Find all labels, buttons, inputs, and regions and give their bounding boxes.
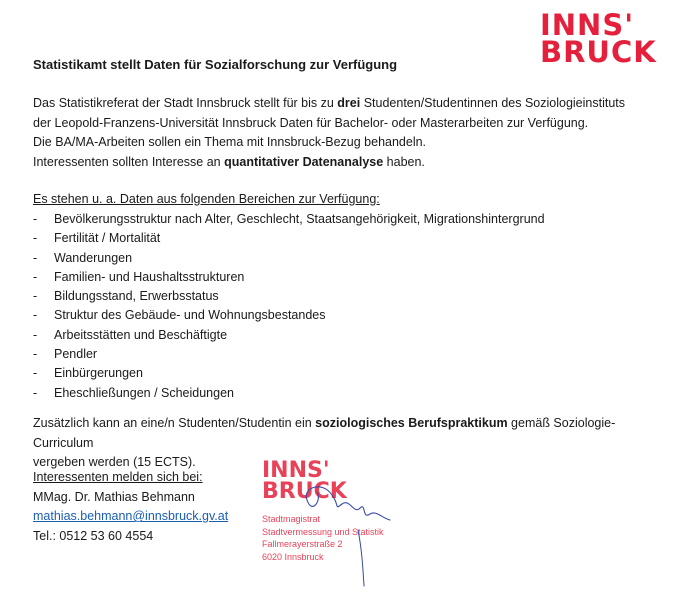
intro-text: haben. [383, 154, 425, 169]
intro-line-3: Die BA/MA-Arbeiten sollen ein Thema mit Innsbruck-Bezug behandeln. [33, 135, 427, 150]
intro-line-2: der Leopold-Franzens-Universität Innsbruck Daten für Bachelor- oder Masterarbeiten zur Verfügung. [33, 115, 589, 130]
internship-text: gemäß Soziologie-Curriculum [33, 416, 616, 450]
intro-text: Interessenten sollten Interesse an [33, 154, 225, 169]
innsbruck-logo [540, 8, 657, 69]
internship-text: Zusätzlich kann an eine/n Studenten/Studentin ein [33, 416, 316, 430]
bullet-dash: - [33, 347, 38, 362]
list-item-label: Struktur des Gebäude- und Wohnungsbestandes [54, 308, 326, 323]
handwritten-signature [262, 470, 422, 590]
page-title: Statistikamt stellt Daten für Sozialforschung zur Verfügung [33, 57, 398, 72]
stamp-line: 6020 Innsbruck [262, 551, 324, 562]
intro-text: Das Statistikreferat der Stadt Innsbruck stellt für bis zu [33, 96, 338, 110]
list-item [33, 364, 545, 383]
logo-line-1: INNS' [540, 8, 635, 42]
internship-line-2: vergeben werden (15 ECTS). [33, 455, 196, 470]
list-item [33, 210, 545, 229]
contact-heading: Interessenten melden sich bei: [33, 470, 203, 484]
bullet-dash: - [33, 269, 38, 284]
intro-text: Studenten/Studentinnen des Soziologieinstituts [360, 96, 626, 110]
bullet-dash: - [33, 250, 38, 265]
stamp-line: Stadtvermessung und Statistik [262, 526, 384, 537]
list-item-label: Bildungsstand, Erwerbsstatus [54, 289, 219, 304]
list-item-label: Arbeitsstätten und Beschäftigte [54, 327, 228, 342]
intro-line-1 [33, 94, 653, 114]
list-item-label: Wanderungen [54, 250, 133, 265]
list-item [33, 384, 545, 403]
logo-line-2: BRUCK [540, 35, 657, 69]
internship-line-1 [33, 414, 673, 453]
contact-block [33, 468, 228, 546]
bullet-dash: - [33, 327, 38, 342]
list-item-label: Einbürgerungen [54, 366, 143, 381]
list-item-label: Familien- und Haushaltsstrukturen [54, 269, 245, 284]
stamp-logo-line-1: INNS' [262, 458, 330, 483]
list-item-label: Eheschließungen / Scheidungen [54, 385, 234, 400]
areas-heading: Es stehen u. a. Daten aus folgenden Bereichen zur Verfügung: [33, 192, 380, 206]
list-item [33, 326, 545, 345]
list-item-label: Pendler [54, 347, 98, 362]
stamp-line: Stadtmagistrat [262, 514, 321, 524]
list-item [33, 287, 545, 306]
bullet-dash: - [33, 366, 38, 381]
contact-phone: Tel.: 0512 53 60 4554 [33, 528, 154, 543]
areas-list [33, 210, 545, 403]
intro-emphasis: drei [337, 96, 361, 110]
list-item [33, 249, 545, 268]
contact-email-link[interactable]: mathias.behmann@innsbruck.gv.at [33, 509, 229, 524]
stamp-line: Fallmerayerstraße 2 [262, 539, 343, 549]
list-item [33, 306, 545, 325]
bullet-dash: - [33, 385, 38, 400]
list-item [33, 345, 545, 364]
intro-line-4 [33, 153, 653, 173]
bullet-dash: - [33, 231, 38, 246]
list-item [33, 268, 545, 287]
bullet-dash: - [33, 212, 38, 226]
bullet-dash: - [33, 289, 38, 304]
list-item-label: Fertilität / Mortalität [54, 231, 161, 246]
contact-name: MMag. Dr. Mathias Behmann [33, 489, 195, 504]
intro-emphasis: quantitativer Datenanalyse [224, 154, 384, 169]
bullet-dash: - [33, 308, 38, 323]
internship-emphasis: soziologisches Berufspraktikum [315, 416, 508, 430]
list-item [33, 229, 545, 248]
stamp-logo-line-2: BRUCK [262, 479, 347, 504]
list-item-label: Bevölkerungsstruktur nach Alter, Geschlecht, Staatsangehörigkeit, Migrationshintergrund [54, 212, 545, 226]
intro-paragraph [33, 94, 653, 172]
